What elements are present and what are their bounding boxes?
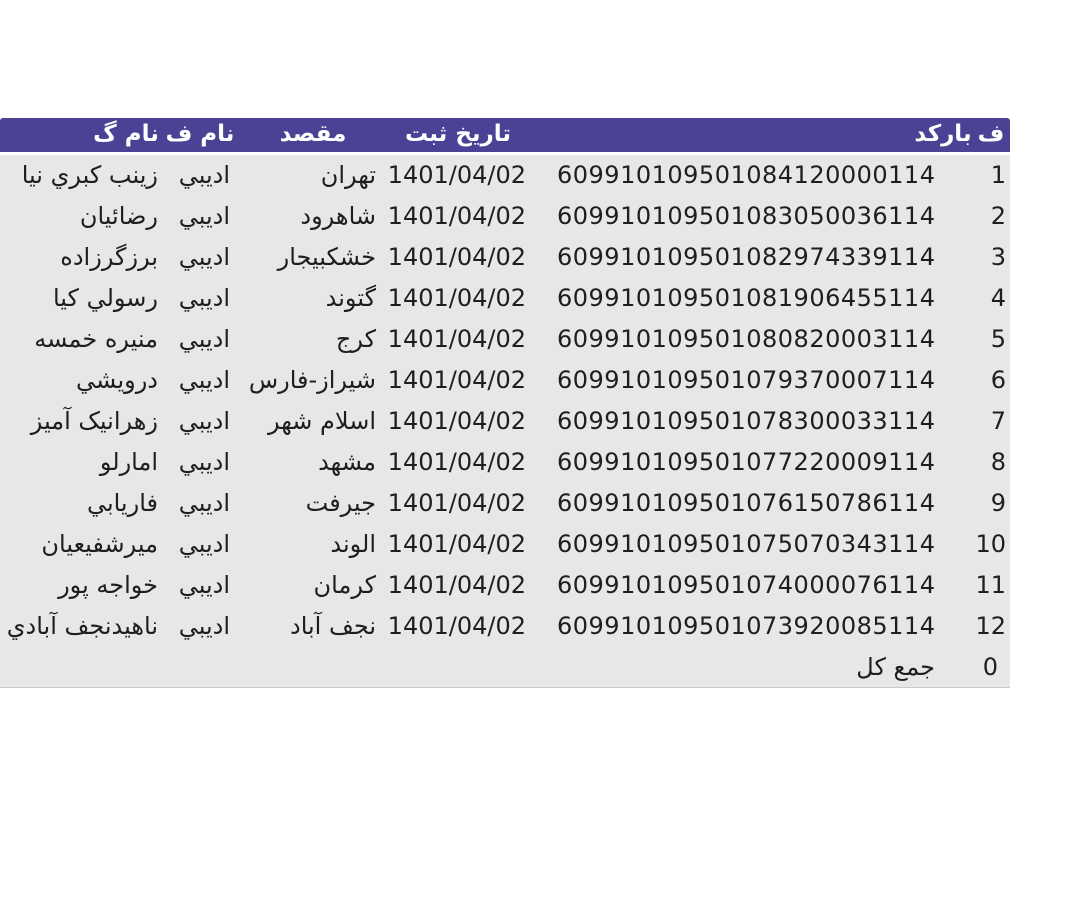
table-header-row <box>0 118 1010 152</box>
cell-date[interactable]: 1401/04/02 <box>387 612 526 640</box>
cell-destination[interactable]: مشهد <box>318 448 376 476</box>
cell-row-number[interactable]: 1 <box>990 161 1006 189</box>
cell-destination[interactable]: خشکبيجار <box>277 243 376 271</box>
cell-name-f[interactable]: اديبي <box>178 161 230 189</box>
cell-barcode[interactable]: 609910109501084120000114 <box>557 161 936 189</box>
column-header-barcode[interactable]: بارکد <box>914 121 972 147</box>
cell-row-number[interactable]: 2 <box>990 202 1006 230</box>
cell-destination[interactable]: تهران <box>320 161 376 189</box>
cell-destination[interactable]: شيراز-فارس <box>248 366 376 394</box>
cell-date[interactable]: 1401/04/02 <box>387 530 526 558</box>
cell-barcode[interactable]: 609910109501076150786114 <box>557 489 936 517</box>
cell-name-g[interactable]: زهرانيک آميز <box>30 407 158 435</box>
cell-name-g[interactable]: رسولي كيا <box>52 284 158 312</box>
table-total-row <box>0 647 1010 687</box>
cell-name-g[interactable]: امارلو <box>99 448 158 476</box>
table-row <box>0 565 1010 606</box>
cell-date[interactable]: 1401/04/02 <box>387 571 526 599</box>
cell-name-f[interactable]: اديبي <box>178 407 230 435</box>
table-row <box>0 196 1010 237</box>
cell-date[interactable]: 1401/04/02 <box>387 407 526 435</box>
cell-barcode[interactable]: 609910109501077220009114 <box>557 448 936 476</box>
cell-barcode[interactable]: 609910109501081906455114 <box>557 284 936 312</box>
column-header-name-f[interactable]: نام ف <box>165 121 235 147</box>
cell-row-number[interactable]: 7 <box>990 407 1006 435</box>
cell-name-f[interactable]: اديبي <box>178 284 230 312</box>
table-row <box>0 524 1010 565</box>
column-header-row-number[interactable]: ف <box>977 121 1005 147</box>
cell-barcode[interactable]: 609910109501079370007114 <box>557 366 936 394</box>
cell-date[interactable]: 1401/04/02 <box>387 448 526 476</box>
cell-name-f[interactable]: اديبي <box>178 448 230 476</box>
cell-name-f[interactable]: اديبي <box>178 571 230 599</box>
column-header-name-g[interactable]: نام گ <box>93 121 159 147</box>
cell-destination[interactable]: جيرفت <box>305 489 376 517</box>
column-header-date[interactable]: تاریخ ثبت <box>404 121 512 147</box>
table-row <box>0 319 1010 360</box>
cell-barcode[interactable]: 609910109501073920085114 <box>557 612 936 640</box>
cell-date[interactable]: 1401/04/02 <box>387 366 526 394</box>
table-row <box>0 606 1010 647</box>
shipment-report-table <box>0 118 1010 688</box>
table-row <box>0 278 1010 319</box>
cell-name-f[interactable]: اديبي <box>178 366 230 394</box>
cell-destination[interactable]: اسلام شهر <box>268 407 376 435</box>
cell-row-number[interactable]: 5 <box>990 325 1006 353</box>
cell-destination[interactable]: کرج <box>335 325 376 353</box>
cell-destination[interactable]: شاهرود <box>300 202 376 230</box>
cell-date[interactable]: 1401/04/02 <box>387 284 526 312</box>
table-row <box>0 483 1010 524</box>
table-row <box>0 155 1010 196</box>
table-row <box>0 442 1010 483</box>
cell-row-number[interactable]: 4 <box>990 284 1006 312</box>
cell-row-number[interactable]: 12 <box>975 612 1006 640</box>
cell-name-f[interactable]: اديبي <box>178 612 230 640</box>
table-body <box>0 155 1010 688</box>
cell-row-number[interactable]: 10 <box>975 530 1006 558</box>
cell-name-f[interactable]: اديبي <box>178 530 230 558</box>
table-row <box>0 360 1010 401</box>
cell-name-g[interactable]: برزگرزاده <box>60 243 158 271</box>
cell-destination[interactable] <box>232 647 378 687</box>
cell-row-number[interactable]: 6 <box>990 366 1006 394</box>
cell-date[interactable]: 1401/04/02 <box>387 489 526 517</box>
column-header-destination[interactable]: مقصد <box>279 121 347 147</box>
cell-name-g[interactable]: رضائيان <box>79 202 158 230</box>
cell-name-g[interactable]: درويشي <box>76 366 158 394</box>
cell-name-f[interactable]: اديبي <box>178 202 230 230</box>
cell-date[interactable] <box>378 647 528 687</box>
cell-name-g[interactable]: فاريابي <box>86 489 158 517</box>
cell-destination[interactable]: الوند <box>330 530 376 558</box>
cell-destination[interactable]: کرمان <box>313 571 376 599</box>
cell-barcode[interactable]: 609910109501080820003114 <box>557 325 936 353</box>
cell-destination[interactable]: گتوند <box>325 284 376 312</box>
cell-destination[interactable]: نجف آباد <box>290 612 376 640</box>
cell-row-number[interactable]: 9 <box>990 489 1006 517</box>
cell-barcode[interactable]: 609910109501078300033114 <box>557 407 936 435</box>
cell-barcode[interactable]: 609910109501083050036114 <box>557 202 936 230</box>
cell-name-g[interactable] <box>0 647 162 687</box>
cell-name-g[interactable]: زينب كبري نيا <box>21 161 158 189</box>
cell-name-f[interactable]: اديبي <box>178 489 230 517</box>
cell-barcode[interactable]: 609910109501082974339114 <box>557 243 936 271</box>
total-label: جمع کل <box>856 653 935 681</box>
cell-name-f[interactable]: اديبي <box>178 325 230 353</box>
total-value: 0 <box>982 653 998 681</box>
cell-barcode[interactable]: 609910109501074000076114 <box>557 571 936 599</box>
cell-row-number[interactable]: 11 <box>975 571 1006 599</box>
cell-date[interactable]: 1401/04/02 <box>387 202 526 230</box>
cell-name-g[interactable]: خواجه پور <box>58 571 158 599</box>
cell-name-g[interactable]: ميرشفيعيان <box>41 530 158 558</box>
table-row <box>0 237 1010 278</box>
cell-date[interactable]: 1401/04/02 <box>387 161 526 189</box>
cell-name-g[interactable]: منيره خمسه <box>34 325 158 353</box>
cell-row-number[interactable]: 3 <box>990 243 1006 271</box>
cell-name-f[interactable]: اديبي <box>178 243 230 271</box>
cell-row-number[interactable]: 8 <box>990 448 1006 476</box>
cell-date[interactable]: 1401/04/02 <box>387 243 526 271</box>
table-row <box>0 401 1010 442</box>
cell-barcode[interactable]: 609910109501075070343114 <box>557 530 936 558</box>
cell-name-f[interactable] <box>162 647 232 687</box>
cell-name-g[interactable]: ناهيدنجف آبادي <box>6 612 158 640</box>
cell-date[interactable]: 1401/04/02 <box>387 325 526 353</box>
